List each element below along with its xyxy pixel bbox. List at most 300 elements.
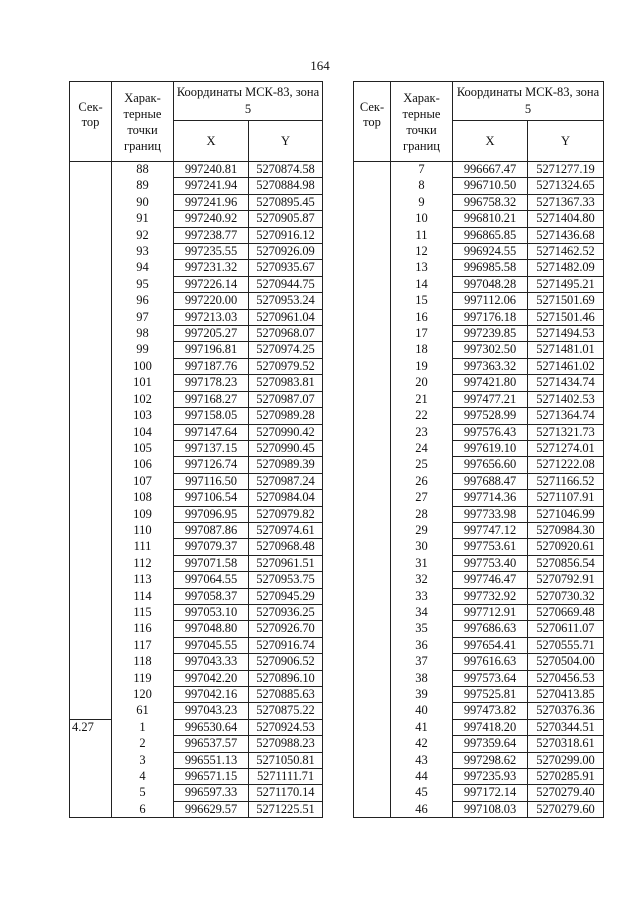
y-cell: 5270974.61 xyxy=(249,522,323,538)
table-row xyxy=(70,391,323,407)
sector-cell xyxy=(354,752,391,768)
y-cell: 5271321.73 xyxy=(528,424,604,440)
sector-cell xyxy=(354,801,391,817)
point-cell: 16 xyxy=(391,309,453,325)
table-row xyxy=(70,194,323,210)
x-cell: 997126.74 xyxy=(174,457,249,473)
sector-cell xyxy=(70,785,112,801)
sector-cell xyxy=(354,736,391,752)
sector-cell xyxy=(70,162,112,178)
sector-cell xyxy=(70,326,112,342)
point-cell: 43 xyxy=(391,752,453,768)
y-cell: 5270968.48 xyxy=(249,539,323,555)
y-cell: 5270669.48 xyxy=(528,604,604,620)
point-cell: 5 xyxy=(112,785,174,801)
y-cell: 5270920.61 xyxy=(528,539,604,555)
sector-cell xyxy=(354,555,391,571)
table-row xyxy=(70,752,323,768)
point-cell: 93 xyxy=(112,244,174,260)
point-cell: 22 xyxy=(391,408,453,424)
y-cell: 5270896.10 xyxy=(249,670,323,686)
point-cell: 104 xyxy=(112,424,174,440)
sector-cell xyxy=(70,342,112,358)
y-cell: 5270376.36 xyxy=(528,703,604,719)
y-cell: 5270611.07 xyxy=(528,621,604,637)
point-cell: 100 xyxy=(112,358,174,374)
point-cell: 13 xyxy=(391,260,453,276)
x-cell: 997071.58 xyxy=(174,555,249,571)
y-cell: 5270987.07 xyxy=(249,391,323,407)
point-cell: 17 xyxy=(391,326,453,342)
sector-cell xyxy=(70,227,112,243)
x-cell: 997298.62 xyxy=(453,752,528,768)
point-cell: 39 xyxy=(391,687,453,703)
y-cell: 5270984.04 xyxy=(249,490,323,506)
y-cell: 5271434.74 xyxy=(528,375,604,391)
point-cell: 88 xyxy=(112,162,174,178)
y-cell: 5270989.39 xyxy=(249,457,323,473)
x-cell: 997525.81 xyxy=(453,687,528,703)
header-y: Y xyxy=(249,121,323,162)
y-cell: 5271111.71 xyxy=(249,769,323,785)
sector-cell xyxy=(354,391,391,407)
table-row xyxy=(354,342,604,358)
y-cell: 5271364.74 xyxy=(528,408,604,424)
x-cell: 996551.13 xyxy=(174,752,249,768)
table-row xyxy=(70,719,323,735)
x-cell: 997112.06 xyxy=(453,293,528,309)
sector-cell xyxy=(70,358,112,374)
sector-cell xyxy=(354,637,391,653)
y-cell: 5270413.85 xyxy=(528,687,604,703)
header-y: Y xyxy=(528,121,604,162)
x-cell: 997302.50 xyxy=(453,342,528,358)
sector-cell xyxy=(354,227,391,243)
x-cell: 997137.15 xyxy=(174,440,249,456)
header-points: Харак-терные точки границ xyxy=(391,82,453,162)
x-cell: 997108.03 xyxy=(453,801,528,817)
table-row xyxy=(70,358,323,374)
y-cell: 5271461.02 xyxy=(528,358,604,374)
point-cell: 102 xyxy=(112,391,174,407)
sector-cell xyxy=(354,506,391,522)
y-cell: 5270988.23 xyxy=(249,736,323,752)
sector-cell xyxy=(354,670,391,686)
table-row xyxy=(354,654,604,670)
coordinates-table-right xyxy=(353,81,604,818)
x-cell: 997053.10 xyxy=(174,604,249,620)
x-cell: 997241.94 xyxy=(174,178,249,194)
y-cell: 5270730.32 xyxy=(528,588,604,604)
x-cell: 997238.77 xyxy=(174,227,249,243)
point-cell: 92 xyxy=(112,227,174,243)
x-cell: 997158.05 xyxy=(174,408,249,424)
sector-cell xyxy=(70,276,112,292)
y-cell: 5270979.52 xyxy=(249,358,323,374)
sector-cell: 4.27 xyxy=(70,719,112,735)
point-cell: 31 xyxy=(391,555,453,571)
y-cell: 5270961.04 xyxy=(249,309,323,325)
table-row xyxy=(70,178,323,194)
table-row xyxy=(354,227,604,243)
point-cell: 11 xyxy=(391,227,453,243)
sector-cell xyxy=(70,178,112,194)
point-cell: 110 xyxy=(112,522,174,538)
y-cell: 5270344.51 xyxy=(528,719,604,735)
y-cell: 5271495.21 xyxy=(528,276,604,292)
sector-cell xyxy=(70,637,112,653)
table-row xyxy=(354,424,604,440)
x-cell: 997064.55 xyxy=(174,572,249,588)
point-cell: 19 xyxy=(391,358,453,374)
table-row xyxy=(70,522,323,538)
sector-cell xyxy=(354,522,391,538)
x-cell: 997747.12 xyxy=(453,522,528,538)
sector-cell xyxy=(70,391,112,407)
y-cell: 5270916.12 xyxy=(249,227,323,243)
point-cell: 33 xyxy=(391,588,453,604)
sector-cell xyxy=(354,424,391,440)
x-cell: 997176.18 xyxy=(453,309,528,325)
table-row xyxy=(70,473,323,489)
x-cell: 997573.64 xyxy=(453,670,528,686)
point-cell: 114 xyxy=(112,588,174,604)
point-cell: 6 xyxy=(112,801,174,817)
table-row xyxy=(70,555,323,571)
sector-cell xyxy=(354,309,391,325)
sector-cell xyxy=(70,490,112,506)
point-cell: 4 xyxy=(112,769,174,785)
point-cell: 2 xyxy=(112,736,174,752)
table-row xyxy=(354,572,604,588)
y-cell: 5271170.14 xyxy=(249,785,323,801)
x-cell: 997421.80 xyxy=(453,375,528,391)
y-cell: 5271046.99 xyxy=(528,506,604,522)
point-cell: 116 xyxy=(112,621,174,637)
table-row xyxy=(354,785,604,801)
table-row xyxy=(70,293,323,309)
table-row xyxy=(70,801,323,817)
table-row xyxy=(354,687,604,703)
sector-cell xyxy=(354,260,391,276)
point-cell: 115 xyxy=(112,604,174,620)
table-row xyxy=(354,211,604,227)
sector-cell xyxy=(354,687,391,703)
point-cell: 28 xyxy=(391,506,453,522)
sector-cell xyxy=(354,244,391,260)
x-cell: 997106.54 xyxy=(174,490,249,506)
page-number: 164 xyxy=(310,58,330,73)
table-row xyxy=(70,539,323,555)
table-row xyxy=(70,736,323,752)
x-cell: 997172.14 xyxy=(453,785,528,801)
y-cell: 5270916.74 xyxy=(249,637,323,653)
point-cell: 34 xyxy=(391,604,453,620)
table-row xyxy=(70,342,323,358)
x-cell: 997096.95 xyxy=(174,506,249,522)
sector-cell xyxy=(70,703,112,719)
table-row xyxy=(354,769,604,785)
x-cell: 997363.32 xyxy=(453,358,528,374)
sector-cell xyxy=(70,769,112,785)
sector-cell xyxy=(70,194,112,210)
sector-cell xyxy=(70,293,112,309)
sector-cell xyxy=(354,457,391,473)
sector-cell xyxy=(354,654,391,670)
sector-cell xyxy=(354,408,391,424)
y-cell: 5270936.25 xyxy=(249,604,323,620)
table-row xyxy=(354,276,604,292)
table-row xyxy=(354,391,604,407)
point-cell: 10 xyxy=(391,211,453,227)
sector-cell xyxy=(354,769,391,785)
x-cell: 997619.10 xyxy=(453,440,528,456)
point-cell: 108 xyxy=(112,490,174,506)
y-cell: 5270885.63 xyxy=(249,687,323,703)
table-row xyxy=(354,539,604,555)
y-cell: 5271324.65 xyxy=(528,178,604,194)
y-cell: 5270279.40 xyxy=(528,785,604,801)
y-cell: 5270875.22 xyxy=(249,703,323,719)
table-row xyxy=(70,440,323,456)
y-cell: 5270285.91 xyxy=(528,769,604,785)
x-cell: 997087.86 xyxy=(174,522,249,538)
table-row xyxy=(354,621,604,637)
sector-cell xyxy=(70,604,112,620)
x-cell: 996667.47 xyxy=(453,162,528,178)
sector-cell xyxy=(70,687,112,703)
point-cell: 27 xyxy=(391,490,453,506)
table-row xyxy=(354,801,604,817)
y-cell: 5270953.75 xyxy=(249,572,323,588)
sector-cell xyxy=(70,260,112,276)
x-cell: 997418.20 xyxy=(453,719,528,735)
y-cell: 5270945.29 xyxy=(249,588,323,604)
table-row xyxy=(354,375,604,391)
y-cell: 5270968.07 xyxy=(249,326,323,342)
y-cell: 5271482.09 xyxy=(528,260,604,276)
y-cell: 5270895.45 xyxy=(249,194,323,210)
x-cell: 996597.33 xyxy=(174,785,249,801)
sector-cell xyxy=(354,276,391,292)
sector-cell xyxy=(354,572,391,588)
sector-cell xyxy=(70,211,112,227)
table-row xyxy=(354,703,604,719)
sector-cell xyxy=(354,211,391,227)
sector-cell xyxy=(70,572,112,588)
point-cell: 24 xyxy=(391,440,453,456)
sector-cell xyxy=(70,440,112,456)
point-cell: 98 xyxy=(112,326,174,342)
x-cell: 997043.33 xyxy=(174,654,249,670)
x-cell: 997732.92 xyxy=(453,588,528,604)
table-row xyxy=(354,358,604,374)
sector-cell xyxy=(354,375,391,391)
point-cell: 61 xyxy=(112,703,174,719)
y-cell: 5271481.01 xyxy=(528,342,604,358)
sector-cell xyxy=(70,621,112,637)
point-cell: 99 xyxy=(112,342,174,358)
point-cell: 89 xyxy=(112,178,174,194)
x-cell: 997576.43 xyxy=(453,424,528,440)
y-cell: 5271462.52 xyxy=(528,244,604,260)
x-cell: 997473.82 xyxy=(453,703,528,719)
coordinates-table-left xyxy=(69,81,323,818)
sector-cell xyxy=(354,440,391,456)
x-cell: 997753.40 xyxy=(453,555,528,571)
point-cell: 44 xyxy=(391,769,453,785)
sector-cell xyxy=(70,752,112,768)
x-cell: 997235.93 xyxy=(453,769,528,785)
y-cell: 5270792.91 xyxy=(528,572,604,588)
sector-cell xyxy=(70,588,112,604)
point-cell: 35 xyxy=(391,621,453,637)
y-cell: 5270961.51 xyxy=(249,555,323,571)
y-cell: 5270884.98 xyxy=(249,178,323,194)
x-cell: 997616.63 xyxy=(453,654,528,670)
x-cell: 997654.41 xyxy=(453,637,528,653)
x-cell: 996758.32 xyxy=(453,194,528,210)
table-row xyxy=(70,621,323,637)
x-cell: 997753.61 xyxy=(453,539,528,555)
point-cell: 46 xyxy=(391,801,453,817)
table-row xyxy=(354,244,604,260)
y-cell: 5270926.70 xyxy=(249,621,323,637)
sector-cell xyxy=(354,162,391,178)
table-row xyxy=(70,604,323,620)
point-cell: 9 xyxy=(391,194,453,210)
y-cell: 5270924.53 xyxy=(249,719,323,735)
point-cell: 111 xyxy=(112,539,174,555)
point-cell: 37 xyxy=(391,654,453,670)
sector-cell xyxy=(354,785,391,801)
y-cell: 5271404.80 xyxy=(528,211,604,227)
table-row xyxy=(70,162,323,178)
x-cell: 997043.23 xyxy=(174,703,249,719)
table-row xyxy=(354,555,604,571)
sector-cell xyxy=(70,309,112,325)
sector-cell xyxy=(354,178,391,194)
y-cell: 5270990.42 xyxy=(249,424,323,440)
point-cell: 29 xyxy=(391,522,453,538)
y-cell: 5270989.28 xyxy=(249,408,323,424)
x-cell: 997213.03 xyxy=(174,309,249,325)
point-cell: 41 xyxy=(391,719,453,735)
y-cell: 5270987.24 xyxy=(249,473,323,489)
sector-cell xyxy=(354,490,391,506)
x-cell: 997079.37 xyxy=(174,539,249,555)
table-row xyxy=(354,408,604,424)
sector-cell xyxy=(70,670,112,686)
x-cell: 997178.23 xyxy=(174,375,249,391)
y-cell: 5270974.25 xyxy=(249,342,323,358)
header-sector: Сек-тор xyxy=(354,82,391,162)
point-cell: 90 xyxy=(112,194,174,210)
point-cell: 38 xyxy=(391,670,453,686)
sector-cell xyxy=(70,424,112,440)
header-x: X xyxy=(174,121,249,162)
point-cell: 18 xyxy=(391,342,453,358)
point-cell: 30 xyxy=(391,539,453,555)
table-row xyxy=(354,719,604,735)
table-row xyxy=(70,654,323,670)
y-cell: 5270935.67 xyxy=(249,260,323,276)
point-cell: 36 xyxy=(391,637,453,653)
x-cell: 997359.64 xyxy=(453,736,528,752)
point-cell: 94 xyxy=(112,260,174,276)
x-cell: 997220.00 xyxy=(174,293,249,309)
table-row xyxy=(354,670,604,686)
table-row xyxy=(354,309,604,325)
y-cell: 5270983.81 xyxy=(249,375,323,391)
x-cell: 997656.60 xyxy=(453,457,528,473)
sector-cell xyxy=(354,604,391,620)
x-cell: 997686.63 xyxy=(453,621,528,637)
sector-cell xyxy=(70,736,112,752)
x-cell: 996865.85 xyxy=(453,227,528,243)
table-row xyxy=(354,506,604,522)
y-cell: 5271501.69 xyxy=(528,293,604,309)
table-row xyxy=(70,260,323,276)
x-cell: 997746.47 xyxy=(453,572,528,588)
x-cell: 997116.50 xyxy=(174,473,249,489)
point-cell: 8 xyxy=(391,178,453,194)
x-cell: 997240.92 xyxy=(174,211,249,227)
y-cell: 5271107.91 xyxy=(528,490,604,506)
header-coords: Координаты МСК-83, зона 5 xyxy=(174,82,323,121)
point-cell: 120 xyxy=(112,687,174,703)
x-cell: 997058.37 xyxy=(174,588,249,604)
sector-cell xyxy=(354,358,391,374)
point-cell: 103 xyxy=(112,408,174,424)
sector-cell xyxy=(354,703,391,719)
table-row xyxy=(70,588,323,604)
y-cell: 5271501.46 xyxy=(528,309,604,325)
point-cell: 12 xyxy=(391,244,453,260)
y-cell: 5271436.68 xyxy=(528,227,604,243)
point-cell: 7 xyxy=(391,162,453,178)
point-cell: 1 xyxy=(112,719,174,735)
y-cell: 5271050.81 xyxy=(249,752,323,768)
sector-cell xyxy=(70,473,112,489)
y-cell: 5271402.53 xyxy=(528,391,604,407)
sector-cell xyxy=(70,457,112,473)
x-cell: 997733.98 xyxy=(453,506,528,522)
x-cell: 996985.58 xyxy=(453,260,528,276)
y-cell: 5270318.61 xyxy=(528,736,604,752)
table-row xyxy=(354,178,604,194)
x-cell: 996710.50 xyxy=(453,178,528,194)
table-row xyxy=(354,162,604,178)
table-row xyxy=(70,670,323,686)
point-cell: 106 xyxy=(112,457,174,473)
table-row xyxy=(70,309,323,325)
table-row xyxy=(70,276,323,292)
table-row xyxy=(70,375,323,391)
table-row xyxy=(70,572,323,588)
x-cell: 997048.80 xyxy=(174,621,249,637)
y-cell: 5270874.58 xyxy=(249,162,323,178)
sector-cell xyxy=(70,654,112,670)
header-coords: Координаты МСК-83, зона 5 xyxy=(453,82,604,121)
sector-cell xyxy=(354,194,391,210)
sector-cell xyxy=(70,375,112,391)
sector-cell xyxy=(70,522,112,538)
point-cell: 119 xyxy=(112,670,174,686)
table-row xyxy=(354,522,604,538)
x-cell: 997045.55 xyxy=(174,637,249,653)
point-cell: 109 xyxy=(112,506,174,522)
